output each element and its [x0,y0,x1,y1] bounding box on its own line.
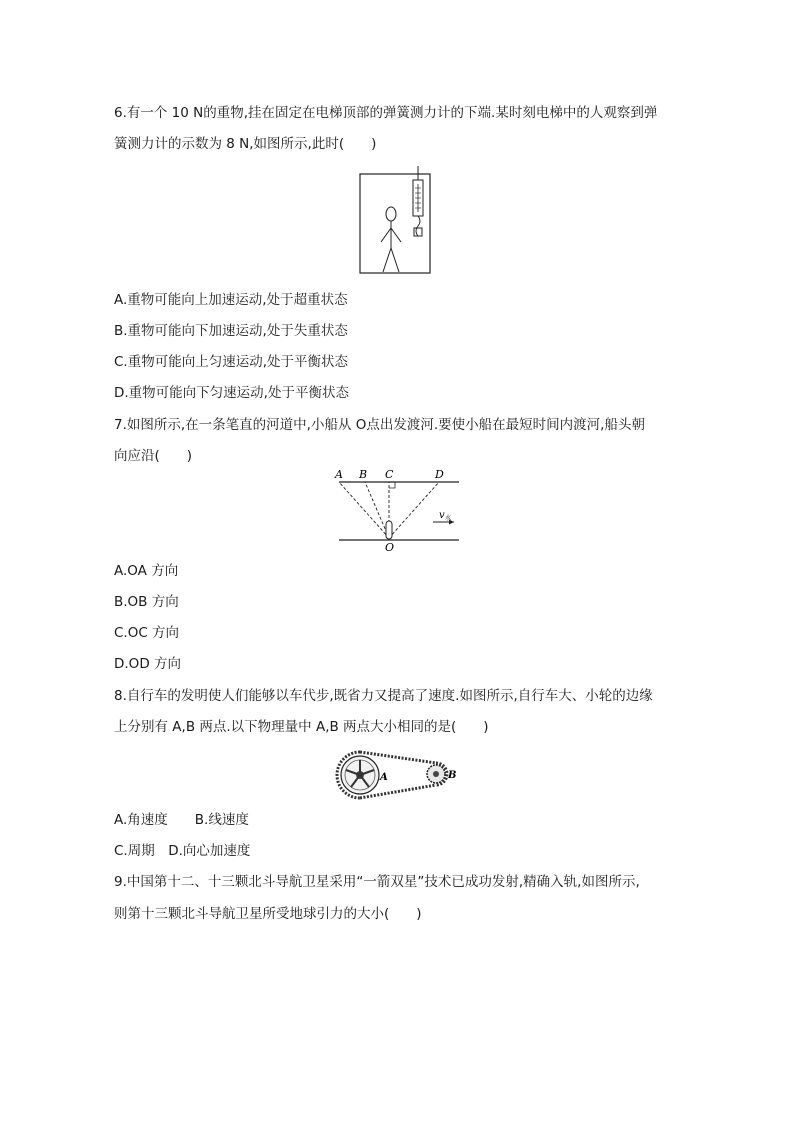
q6-option-b: B.重物可能向下加速运动,处于失重状态 [114,323,348,339]
q6-option-c: C.重物可能向上匀速运动,处于平衡状态 [114,354,349,370]
q7-stem-line1: 7.如图所示,在一条笔直的河道中,小船从 O点出发渡河.要使小船在最短时间内渡河,船头朝 [114,417,645,433]
q7-stem-line2: 向应沿( ) [114,448,193,464]
q6-stem-line1: 6.有一个 10 N的重物,挂在固定在电梯顶部的弹簧测力计的下端.某时刻电梯中的人观察到弹 [114,105,658,121]
q9-stem-line1: 9.中国第十二、十三颗北斗导航卫星采用“一箭双星”技术已成功发射,精确入轨,如图所示, [114,874,640,890]
q9-stem-line2: 则第十三颗北斗导航卫星所受地球引力的大小( ) [114,906,422,922]
q8-options-row2: C.周期 D.向心加速度 [114,843,251,859]
q7-velocity-subscript: 水 [445,515,452,522]
q7-option-a: A.OA 方向 [114,563,179,579]
q7-label-d: D [435,468,444,481]
q7-velocity-label: v [439,510,445,521]
q8-bicycle-chain-figure [332,748,462,802]
q8-stem-line1: 8.自行车的发明使人们能够以车代步,既省力又提高了速度.如图所示,自行车大、小轮的边缘 [114,688,653,704]
q7-option-b: B.OB 方向 [114,594,179,610]
q6-elevator-figure [355,166,435,276]
q8-options-row1: A.角速度 B.线速度 [114,812,249,828]
q7-label-b: B [359,468,368,481]
q7-option-c: C.OC 方向 [114,625,180,641]
q6-option-a: A.重物可能向上加速运动,处于超重状态 [114,292,348,308]
q8-stem-line2: 上分别有 A,B 两点.以下物理量中 A,B 两点大小相同的是( ) [114,719,489,735]
q6-stem-line2: 簧测力计的示数为 8 N,如图所示,此时( ) [114,136,377,152]
q7-label-c: C [385,468,394,481]
q7-label-a: A [335,468,343,481]
q6-option-d: D.重物可能向下匀速运动,处于平衡状态 [114,385,349,401]
q7-label-o: O [385,541,395,552]
q7-river-figure [325,466,465,552]
q8-label-a: A [380,772,388,783]
q8-label-b: B [448,770,457,781]
q7-option-d: D.OD 方向 [114,656,181,672]
